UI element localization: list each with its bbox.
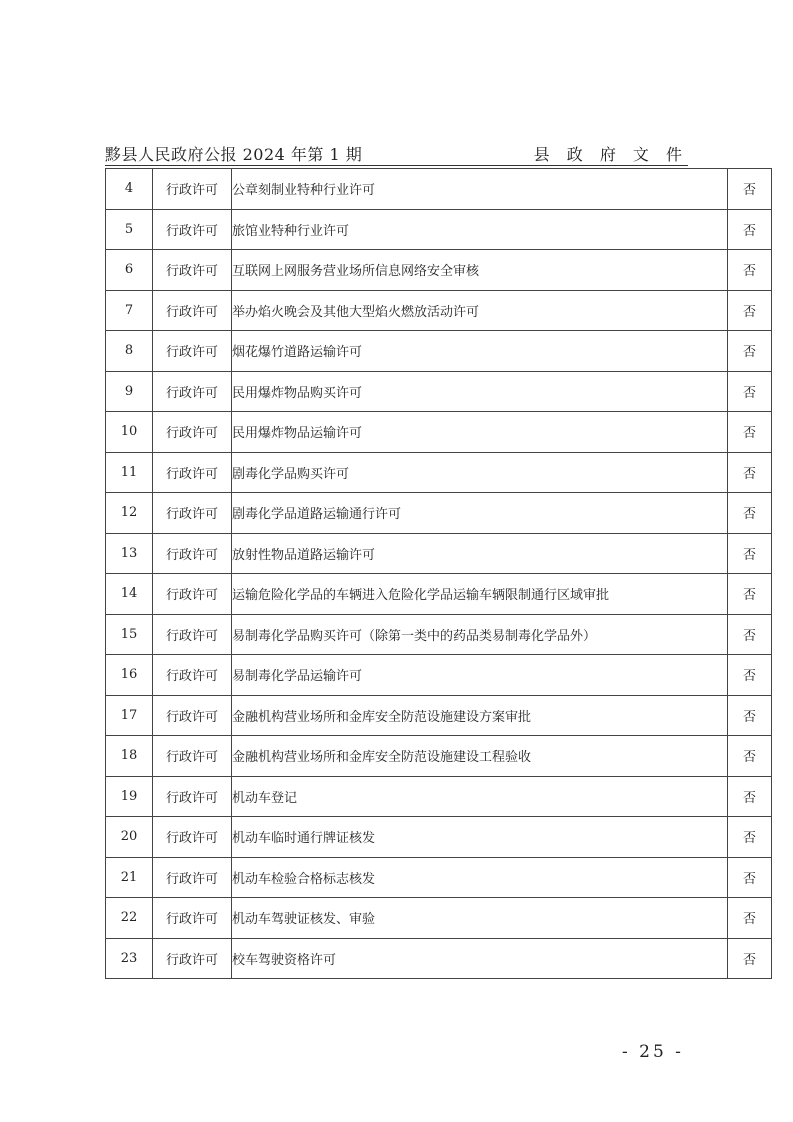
item-flag: 否 [728, 655, 772, 696]
item-name: 运输危险化学品的车辆进入危险化学品运输车辆限制通行区域审批 [232, 574, 728, 615]
item-name: 机动车登记 [232, 776, 728, 817]
item-type: 行政许可 [153, 655, 232, 696]
item-name: 机动车检验合格标志核发 [232, 857, 728, 898]
item-flag: 否 [728, 574, 772, 615]
table-row [106, 371, 772, 412]
item-type: 行政许可 [153, 169, 232, 210]
table-row [106, 290, 772, 331]
item-flag: 否 [728, 533, 772, 574]
row-number: 13 [106, 533, 153, 574]
permit-list-table [105, 168, 772, 979]
item-type: 行政许可 [153, 695, 232, 736]
row-number: 16 [106, 655, 153, 696]
item-name: 剧毒化学品购买许可 [232, 452, 728, 493]
item-flag: 否 [728, 331, 772, 372]
item-name: 公章刻制业特种行业许可 [232, 169, 728, 210]
item-type: 行政许可 [153, 209, 232, 250]
item-type: 行政许可 [153, 736, 232, 777]
item-name: 放射性物品道路运输许可 [232, 533, 728, 574]
header-rule [105, 165, 688, 166]
item-type: 行政许可 [153, 938, 232, 979]
row-number: 22 [106, 898, 153, 939]
table-row [106, 817, 772, 858]
item-type: 行政许可 [153, 614, 232, 655]
table-row [106, 776, 772, 817]
item-flag: 否 [728, 898, 772, 939]
item-name: 民用爆炸物品购买许可 [232, 371, 728, 412]
row-number: 19 [106, 776, 153, 817]
row-number: 12 [106, 493, 153, 534]
running-header [105, 140, 688, 166]
item-flag: 否 [728, 938, 772, 979]
table-row [106, 695, 772, 736]
table-body [106, 169, 772, 979]
item-type: 行政许可 [153, 574, 232, 615]
item-flag: 否 [728, 209, 772, 250]
row-number: 6 [106, 250, 153, 291]
table-row [106, 898, 772, 939]
table-row [106, 452, 772, 493]
row-number: 11 [106, 452, 153, 493]
item-flag: 否 [728, 857, 772, 898]
item-type: 行政许可 [153, 452, 232, 493]
item-name: 机动车驾驶证核发、审验 [232, 898, 728, 939]
table-row [106, 938, 772, 979]
item-flag: 否 [728, 493, 772, 534]
row-number: 8 [106, 331, 153, 372]
item-name: 校车驾驶资格许可 [232, 938, 728, 979]
item-flag: 否 [728, 250, 772, 291]
item-flag: 否 [728, 776, 772, 817]
row-number: 10 [106, 412, 153, 453]
item-type: 行政许可 [153, 776, 232, 817]
table-row [106, 169, 772, 210]
item-type: 行政许可 [153, 371, 232, 412]
item-flag: 否 [728, 736, 772, 777]
table-row [106, 493, 772, 534]
row-number: 20 [106, 817, 153, 858]
item-type: 行政许可 [153, 817, 232, 858]
row-number: 23 [106, 938, 153, 979]
item-name: 旅馆业特种行业许可 [232, 209, 728, 250]
row-number: 17 [106, 695, 153, 736]
item-type: 行政许可 [153, 857, 232, 898]
table-row [106, 736, 772, 777]
item-name: 民用爆炸物品运输许可 [232, 412, 728, 453]
item-type: 行政许可 [153, 250, 232, 291]
item-flag: 否 [728, 169, 772, 210]
item-flag: 否 [728, 452, 772, 493]
item-flag: 否 [728, 290, 772, 331]
item-type: 行政许可 [153, 331, 232, 372]
item-name: 剧毒化学品道路运输通行许可 [232, 493, 728, 534]
item-name: 金融机构营业场所和金库安全防范设施建设方案审批 [232, 695, 728, 736]
page-number: - 25 - [622, 1042, 684, 1062]
row-number: 4 [106, 169, 153, 210]
table-row [106, 533, 772, 574]
item-type: 行政许可 [153, 898, 232, 939]
table-row [106, 655, 772, 696]
row-number: 9 [106, 371, 153, 412]
item-type: 行政许可 [153, 493, 232, 534]
row-number: 5 [106, 209, 153, 250]
table-row [106, 209, 772, 250]
item-name: 举办焰火晚会及其他大型焰火燃放活动许可 [232, 290, 728, 331]
item-name: 机动车临时通行牌证核发 [232, 817, 728, 858]
table-row [106, 412, 772, 453]
item-name: 烟花爆竹道路运输许可 [232, 331, 728, 372]
table-row [106, 614, 772, 655]
row-number: 18 [106, 736, 153, 777]
item-name: 易制毒化学品购买许可（除第一类中的药品类易制毒化学品外） [232, 614, 728, 655]
row-number: 21 [106, 857, 153, 898]
item-flag: 否 [728, 371, 772, 412]
row-number: 14 [106, 574, 153, 615]
gazette-issue-title: 黟县人民政府公报 2024 年第 1 期 [105, 145, 363, 164]
row-number: 15 [106, 614, 153, 655]
item-flag: 否 [728, 614, 772, 655]
row-number: 7 [106, 290, 153, 331]
item-type: 行政许可 [153, 533, 232, 574]
item-name: 金融机构营业场所和金库安全防范设施建设工程验收 [232, 736, 728, 777]
section-title: 县 政 府 文 件 [533, 145, 688, 164]
item-name: 易制毒化学品运输许可 [232, 655, 728, 696]
item-type: 行政许可 [153, 290, 232, 331]
item-type: 行政许可 [153, 412, 232, 453]
table-row [106, 250, 772, 291]
item-flag: 否 [728, 817, 772, 858]
table-row [106, 574, 772, 615]
item-flag: 否 [728, 412, 772, 453]
item-name: 互联网上网服务营业场所信息网络安全审核 [232, 250, 728, 291]
table-row [106, 331, 772, 372]
table-row [106, 857, 772, 898]
item-flag: 否 [728, 695, 772, 736]
